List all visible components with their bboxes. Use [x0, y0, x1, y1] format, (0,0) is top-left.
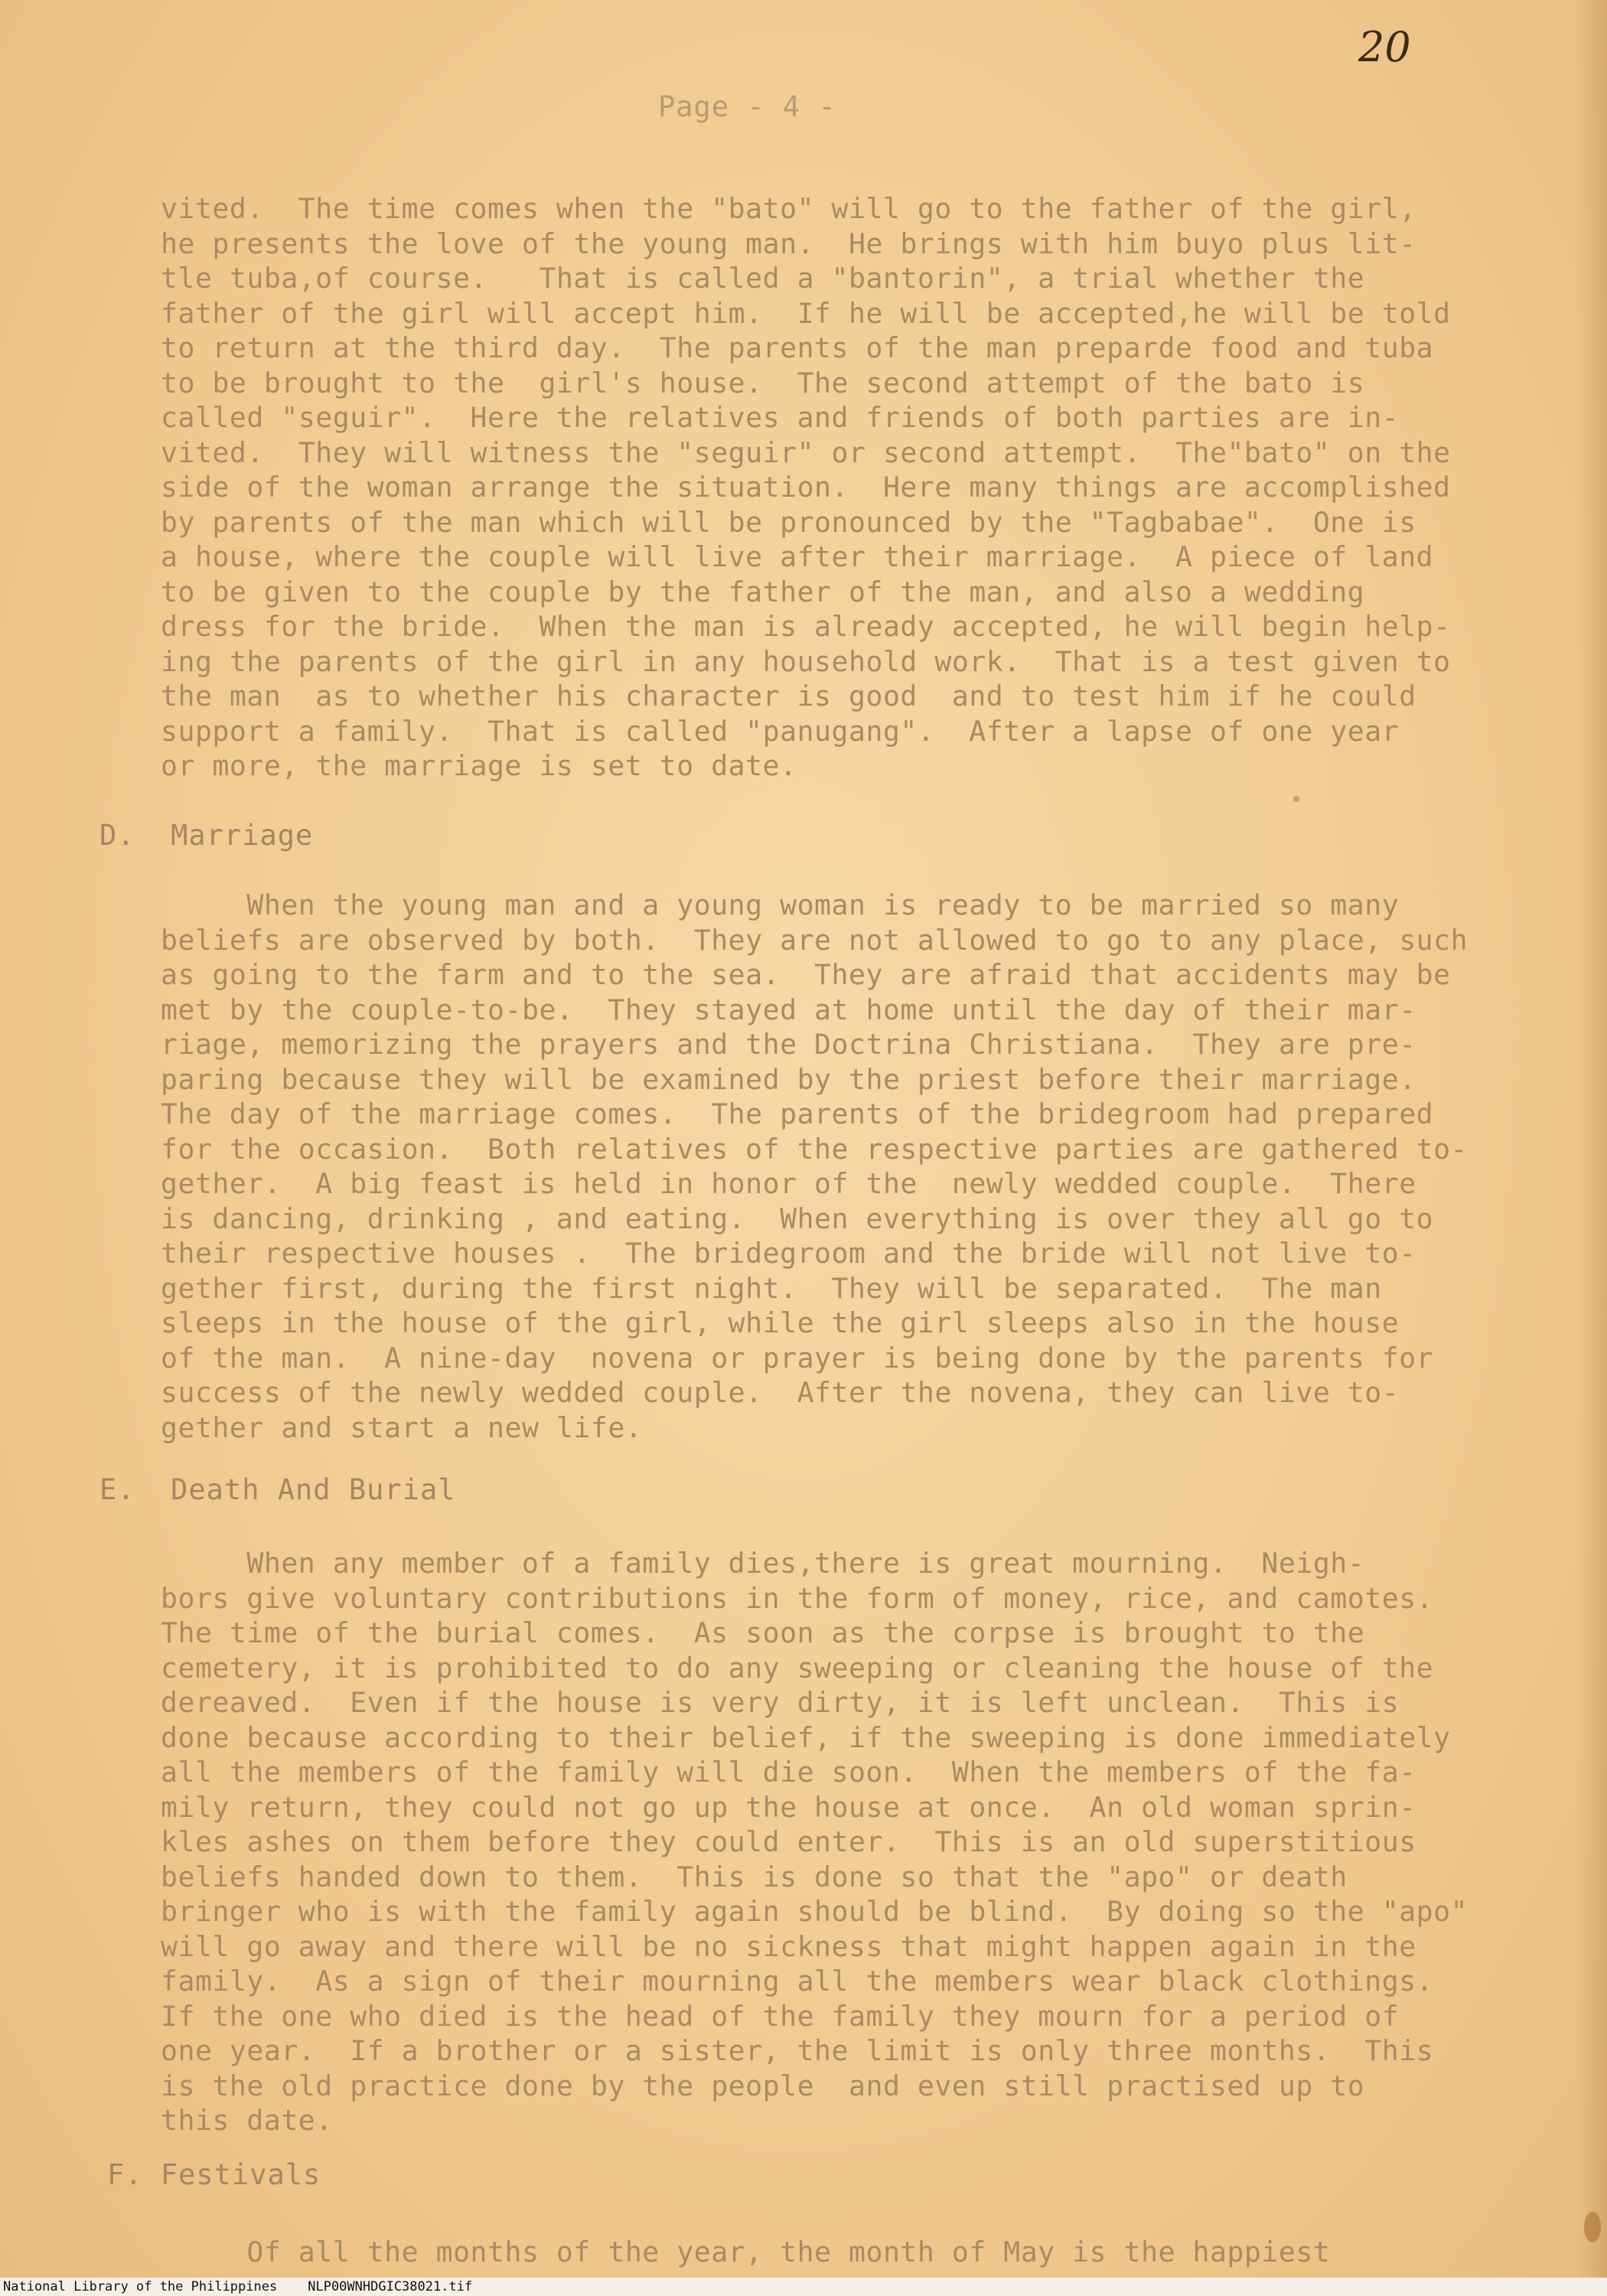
text-line: success of the newly wedded couple. After the novena, they can live to- — [161, 1376, 1400, 1409]
text-line: to return at the third day. The parents of the man preparde food and tuba — [161, 331, 1434, 364]
text-line: all the members of the family will die soon. When the members of the fa- — [161, 1756, 1416, 1789]
section-f-body — [161, 2235, 1553, 2270]
text-line: he presents the love of the young man. He brings with him buyo plus lit- — [161, 227, 1416, 260]
text-line: kles ashes on them before they could enter. This is an old superstitious — [161, 1825, 1416, 1858]
text-line: mily return, they could not go up the house at once. An old woman sprin- — [161, 1790, 1416, 1824]
text-line: The day of the marriage comes. The parents of the bridegroom had prepared — [161, 1097, 1434, 1130]
text-line: If the one who died is the head of the family they mourn for a period of — [161, 1999, 1400, 2033]
text-line: for the occasion. Both relatives of the respective parties are gathered to- — [161, 1132, 1468, 1166]
text-line: gether and start a new life. — [161, 1411, 643, 1444]
text-line: is dancing, drinking , and eating. When everything is over they all go to — [161, 1202, 1434, 1235]
text-line: beliefs are observed by both. They are not allowed to go to any place, such — [161, 923, 1468, 957]
text-line: will go away and there will be no sickness that might happen again in the — [161, 1929, 1416, 1963]
text-line: a house, where the couple will live after their marriage. A piece of land — [161, 540, 1434, 573]
text-line: paring because they will be examined by the priest before their marriage. — [161, 1062, 1416, 1096]
text-line: dereaved. Even if the house is very dirty, it is left unclean. This is — [161, 1686, 1400, 1719]
text-line: support a family. That is called "panugang". After a lapse of one year — [161, 714, 1400, 748]
section-c-continuation — [161, 191, 1553, 784]
text-line: to be brought to the girl's house. The second attempt of the bato is — [161, 366, 1365, 400]
scan-footer — [0, 2278, 1607, 2296]
text-line: the man as to whether his character is good and to test him if he could — [161, 680, 1416, 713]
text-line: done because according to their belief, if the sweeping is done immediately — [161, 1720, 1451, 1754]
edge-stain — [1584, 2212, 1601, 2242]
text-line: by parents of the man which will be pronounced by the "Tagbabae". One is — [161, 505, 1416, 539]
text-line: called "seguir". Here the relatives and friends of both parties are in- — [161, 401, 1400, 434]
text-line: one year. If a brother or a sister, the limit is only three months. This — [161, 2034, 1434, 2067]
text-line: bors give voluntary contributions in the form of money, rice, and camotes. — [161, 1581, 1434, 1615]
text-line: this date. — [161, 2104, 333, 2137]
text-line: of the man. A nine-day novena or prayer is being done by the parents for — [161, 1341, 1434, 1375]
text-line: cemetery, it is prohibited to do any sweeping or cleaning the house of the — [161, 1651, 1434, 1684]
text-line: or more, the marriage is set to date. — [161, 749, 797, 782]
text-line: vited. The time comes when the "bato" will go to the father of the girl, — [161, 192, 1416, 225]
text-line: is the old practice done by the people and even still practised up to — [161, 2069, 1365, 2102]
footer-source: National Library of the Philippines — [3, 2279, 278, 2294]
text-line: dress for the bride. When the man is already accepted, he will begin help- — [161, 610, 1451, 643]
text-line: tle tuba,of course. That is called a "bantorin", a trial whether the — [161, 262, 1365, 295]
text-line: The time of the burial comes. As soon as the corpse is brought to the — [161, 1616, 1365, 1649]
text-line: sleeps in the house of the girl, while the girl sleeps also in the house — [161, 1306, 1400, 1339]
text-line: When any member of a family dies,there is great mourning. Neigh- — [161, 1547, 1365, 1580]
page-edge-shadow — [1576, 0, 1607, 2296]
footer-file-id: NLP00WNHDGIC38021.tif — [308, 2279, 473, 2294]
text-line: Of all the months of the year, the month of May is the happiest — [161, 2236, 1331, 2268]
handwritten-sheet-number: 20 — [1358, 23, 1411, 71]
text-line: their respective houses . The bridegroom and the bride will not live to- — [161, 1237, 1416, 1270]
section-e-heading: E. Death And Burial — [99, 1473, 456, 1506]
text-line: to be given to the couple by the father of the man, and also a wedding — [161, 575, 1365, 608]
section-e-body — [161, 1546, 1553, 2138]
text-line: side of the woman arrange the situation. Here many things are accomplished — [161, 471, 1451, 504]
ink-speck — [1293, 796, 1299, 802]
section-d-heading: D. Marriage — [99, 819, 314, 852]
page-header: Page - 4 - — [658, 90, 836, 123]
text-line: vited. They will witness the "seguir" or second attempt. The"bato" on the — [161, 435, 1451, 469]
text-line: bringer who is with the family again should be blind. By doing so the "apo" — [161, 1895, 1468, 1928]
text-line: father of the girl will accept him. If he will be accepted,he will be told — [161, 296, 1451, 330]
text-line: as going to the farm and to the sea. They are afraid that accidents may be — [161, 958, 1451, 991]
text-line: beliefs handed down to them. This is done so that the "apo" or death — [161, 1860, 1348, 1893]
text-line: gether. A big feast is held in honor of the newly wedded couple. There — [161, 1167, 1416, 1200]
section-d-body — [161, 888, 1553, 1445]
text-line: gether first, during the first night. They will be separated. The man — [161, 1271, 1382, 1305]
text-line: met by the couple-to-be. They stayed at home until the day of their mar- — [161, 993, 1416, 1026]
text-line: When the young man and a young woman is ready to be married so many — [161, 889, 1400, 921]
text-line: ing the parents of the girl in any household work. That is a test given to — [161, 644, 1451, 678]
text-line: family. As a sign of their mourning all the members wear black clothings. — [161, 1965, 1434, 1998]
section-f-heading: F. Festivals — [107, 2158, 321, 2191]
text-line: riage, memorizing the prayers and the Doctrina Christiana. They are pre- — [161, 1028, 1416, 1061]
